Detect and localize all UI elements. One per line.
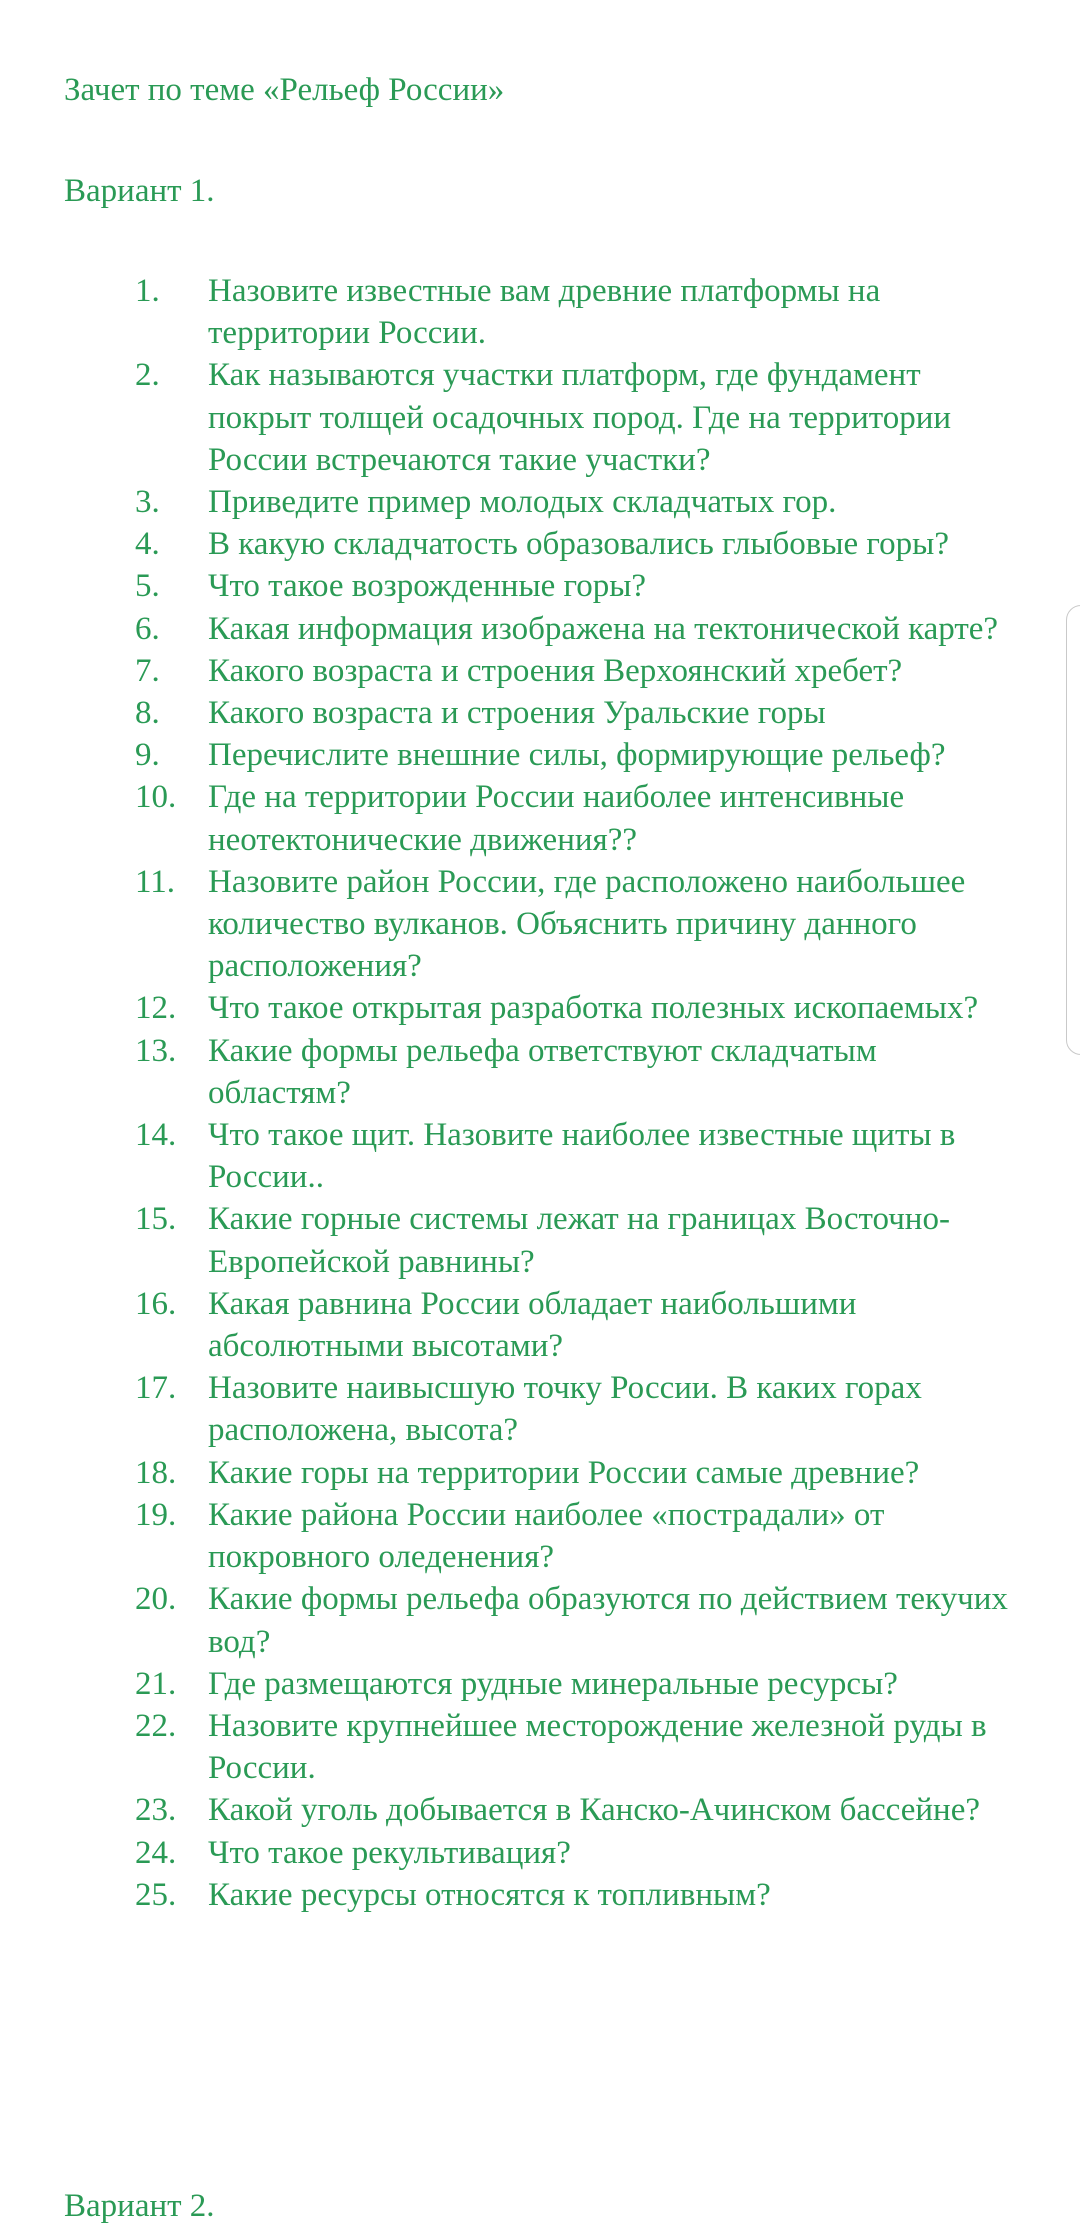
question-item (0, 1663, 1080, 1705)
question-item (0, 1283, 1080, 1367)
question-number: 9. (135, 737, 160, 774)
question-number: 11. (135, 863, 176, 900)
question-text: Что такое рекультивация? (208, 1834, 571, 1871)
question-item (0, 608, 1080, 650)
question-number: 3. (135, 484, 160, 521)
question-item (0, 1832, 1080, 1874)
question-number: 15. (135, 1201, 177, 1238)
question-number: 18. (135, 1454, 177, 1491)
question-number: 21. (135, 1665, 177, 1702)
question-item (0, 692, 1080, 734)
question-text: Какие формы рельефа образуются по действием текучих вод? (208, 1581, 1008, 1660)
question-number: 25. (135, 1876, 177, 1913)
variant-2-heading: Вариант 2. (64, 2188, 215, 2224)
question-item (0, 734, 1080, 776)
question-text: Как называются участки платформ, где фундамент покрыт толщей осадочных пород. Где на территории России встречаются такие участки? (208, 357, 952, 478)
question-item (0, 1874, 1080, 1916)
question-text: Назовите район России, где расположено наибольшее количество вулканов. Объяснить причину данного расположения? (208, 863, 966, 985)
question-number: 10. (135, 779, 177, 816)
question-number: 6. (135, 610, 160, 647)
question-text: Какого возраста и строения Уральские горы (208, 695, 826, 732)
document-title: Зачет по теме «Рельеф России» (64, 72, 505, 108)
question-number: 12. (135, 990, 177, 1027)
question-item (0, 650, 1080, 692)
question-item (0, 1452, 1080, 1494)
question-text: Что такое возрожденные горы? (208, 568, 647, 605)
question-text: Что такое открытая разработка полезных ископаемых? (208, 990, 979, 1027)
question-item (0, 523, 1080, 565)
question-text: Какая равнина России обладает наибольшими абсолютными высотами? (208, 1285, 857, 1365)
question-text: Какой уголь добывается в Канско-Ачинском бассейне? (208, 1792, 980, 1829)
question-text: Перечислите внешние силы, формирующие рельеф? (208, 737, 946, 774)
question-item (0, 354, 1080, 481)
question-number: 7. (135, 652, 160, 689)
question-item (0, 1789, 1080, 1831)
question-item (0, 565, 1080, 607)
question-number: 14. (135, 1117, 177, 1154)
question-text: В какую складчатость образовались глыбовые горы? (208, 526, 949, 563)
question-item (0, 1578, 1080, 1662)
question-item (0, 270, 1080, 354)
question-text: Что такое щит. Назовите наиболее известные щиты в России.. (208, 1117, 956, 1196)
question-number: 23. (135, 1792, 177, 1829)
question-number: 20. (135, 1581, 177, 1618)
question-text: Какие ресурсы относятся к топливным? (208, 1876, 771, 1913)
question-number: 19. (135, 1496, 177, 1533)
question-number: 13. (135, 1032, 177, 1069)
scroll-handle[interactable] (1066, 605, 1080, 1055)
question-number: 1. (135, 273, 160, 309)
question-item (0, 1705, 1080, 1789)
question-list (0, 270, 1080, 1916)
question-item (0, 1367, 1080, 1451)
question-item (0, 987, 1080, 1029)
question-item (0, 1030, 1080, 1114)
question-number: 5. (135, 568, 160, 605)
question-text: Где на территории России наиболее интенсивные неотектонические движения?? (208, 779, 905, 858)
question-text: Какие горы на территории России самые древние? (208, 1454, 920, 1491)
question-text: Какие района России наиболее «пострадали» от покровного оледенения? (208, 1496, 885, 1576)
question-item (0, 861, 1080, 988)
question-number: 16. (135, 1285, 177, 1322)
question-text: Какие формы рельефа ответствуют складчатым областям? (208, 1032, 877, 1111)
question-item (0, 481, 1080, 523)
question-number: 24. (135, 1834, 177, 1871)
variant-1-heading: Вариант 1. (64, 173, 215, 209)
question-item (0, 1198, 1080, 1282)
question-text: Какая информация изображена на тектонической карте? (208, 610, 999, 647)
question-text: Какого возраста и строения Верхоянский хребет? (208, 652, 903, 689)
question-number: 2. (135, 357, 160, 394)
question-number: 4. (135, 526, 160, 563)
question-number: 17. (135, 1370, 177, 1407)
question-number: 22. (135, 1707, 177, 1744)
question-item (0, 1494, 1080, 1578)
question-item (0, 776, 1080, 860)
question-number: 8. (135, 695, 160, 732)
question-text: Где размещаются рудные минеральные ресурсы? (208, 1665, 898, 1702)
question-text: Назовите известные вам древние платформы на территории России. (208, 273, 881, 352)
question-text: Назовите наивысшую точку России. В каких горах расположена, высота? (208, 1370, 922, 1449)
question-text: Назовите крупнейшее месторождение железной руды в России. (208, 1707, 987, 1787)
question-text: Какие горные системы лежат на границах Восточно-Европейской равнины? (208, 1201, 950, 1280)
question-item (0, 1114, 1080, 1198)
question-text: Приведите пример молодых складчатых гор. (208, 484, 837, 521)
